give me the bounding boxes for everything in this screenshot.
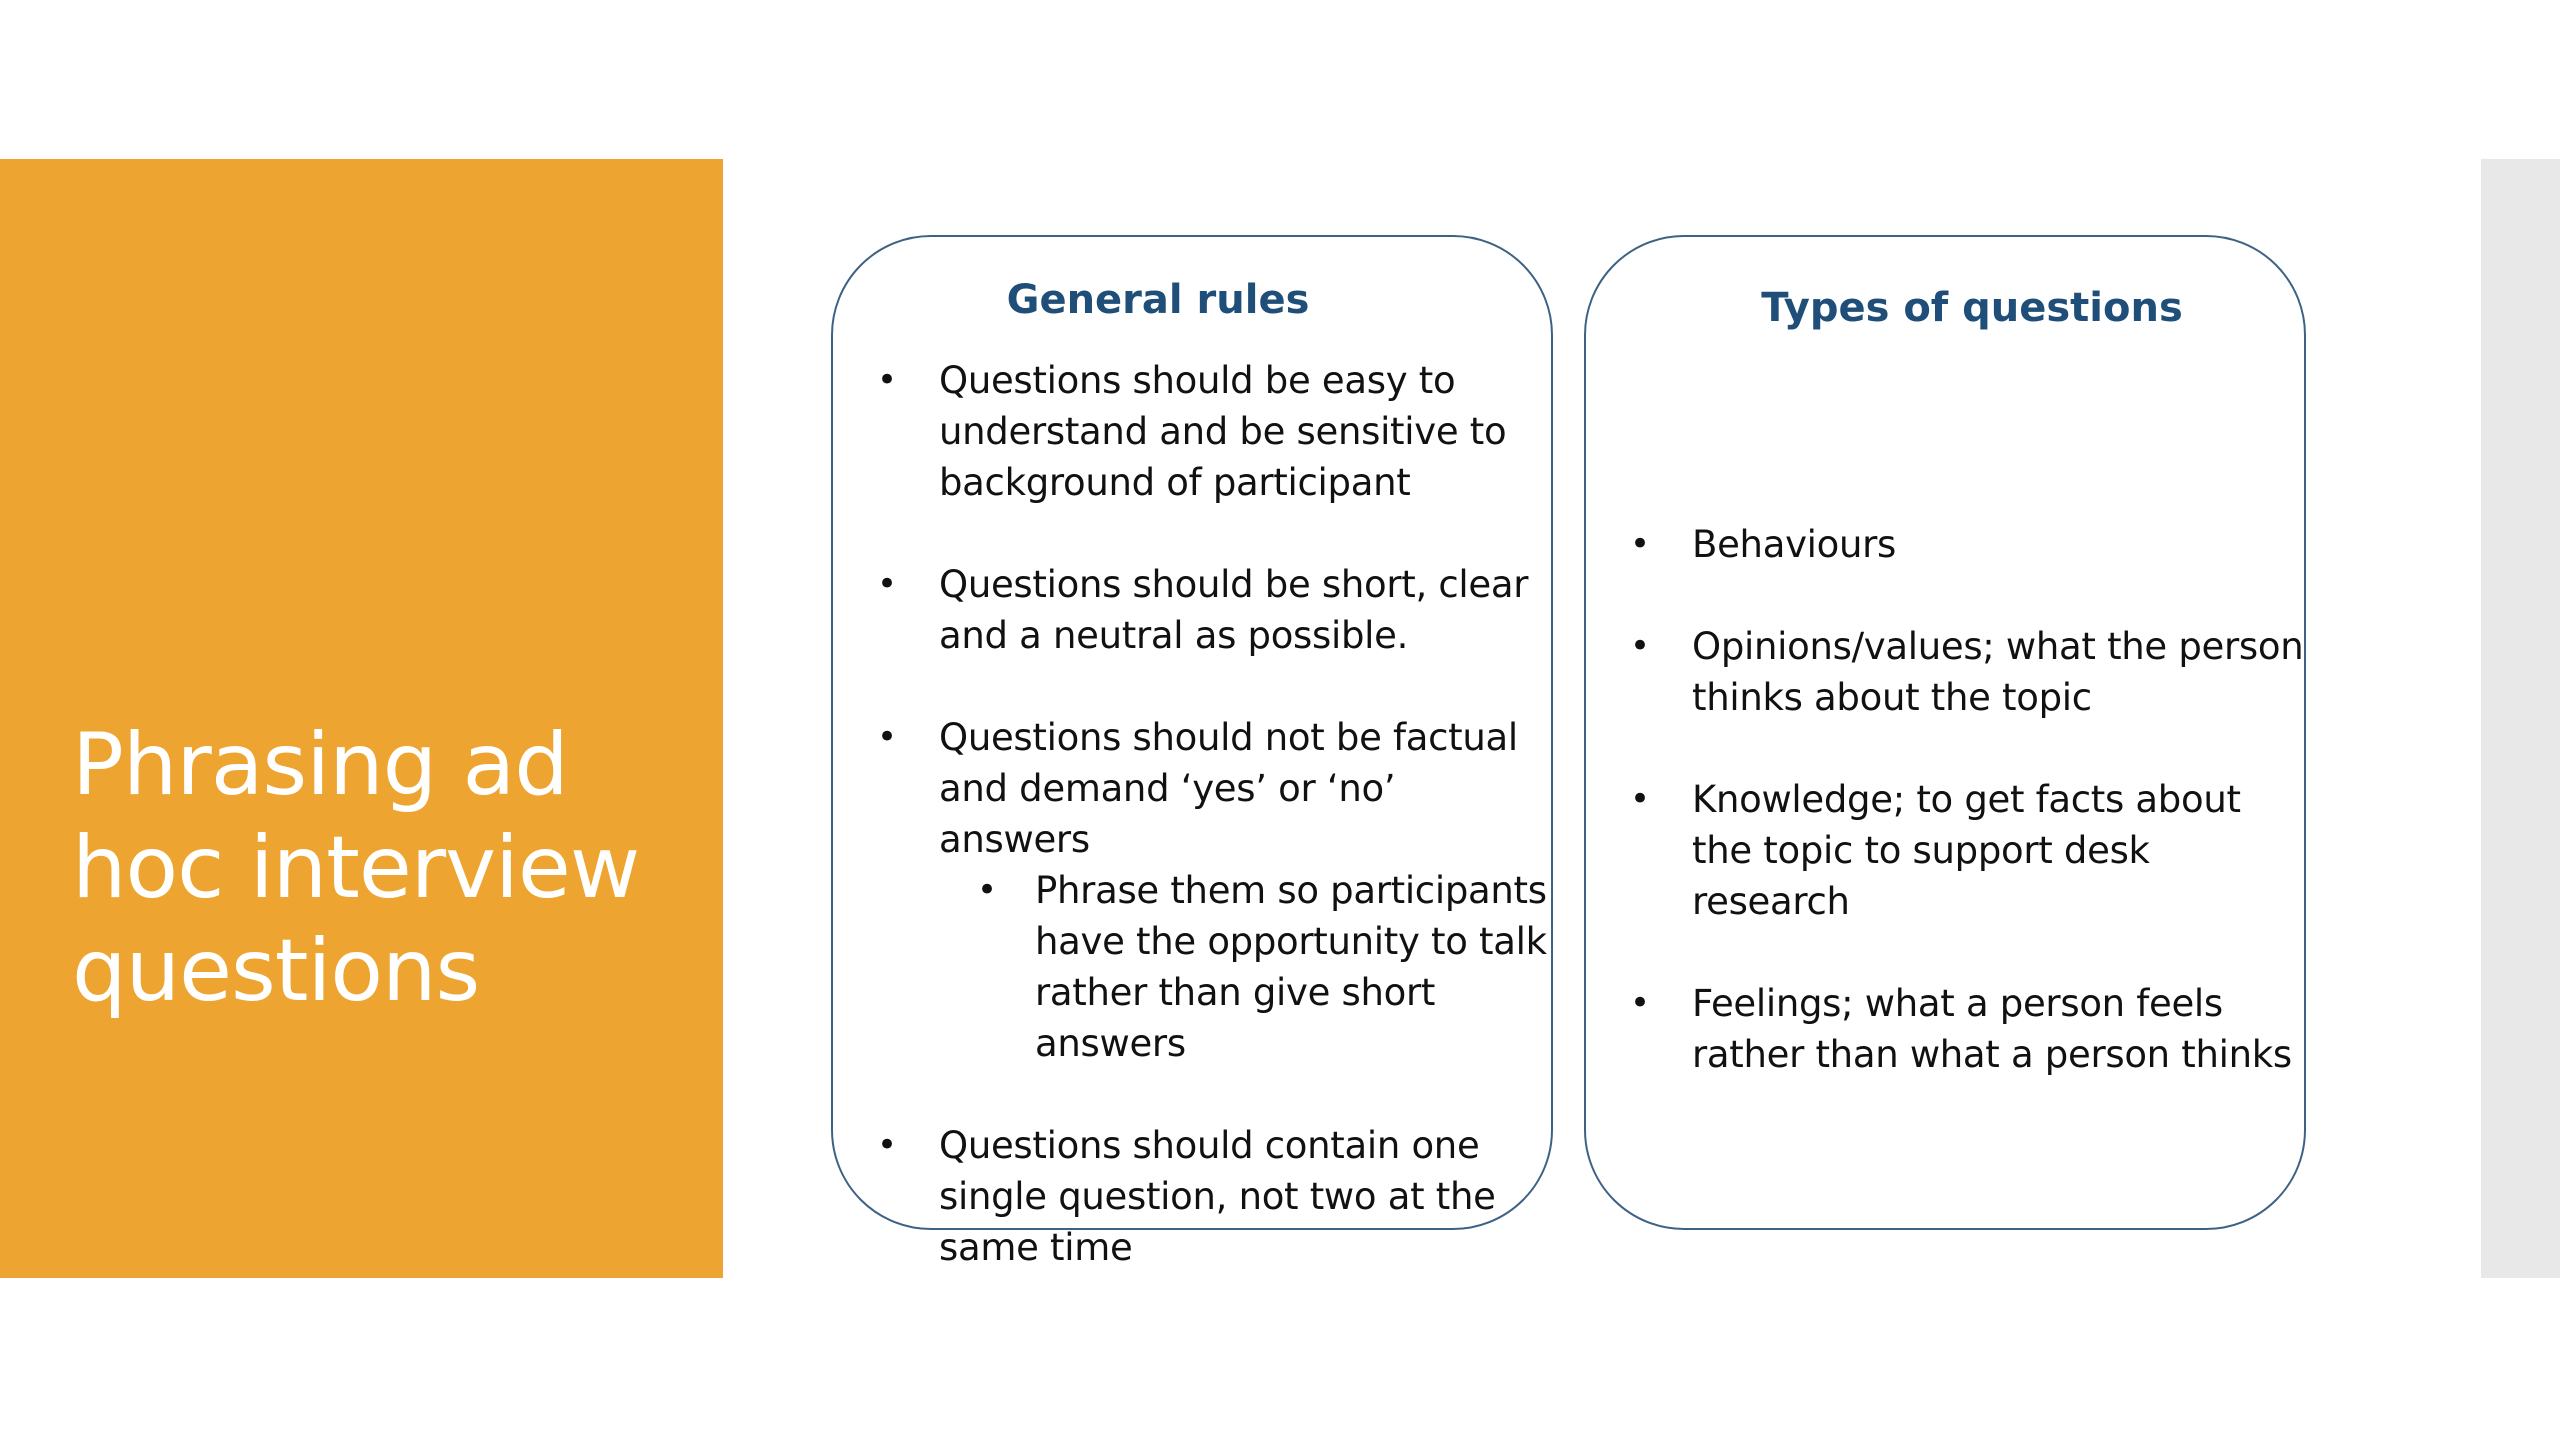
general-rules-panel xyxy=(831,235,1553,1269)
bullet-text: Knowledge; to get facts about the topic to support desk research xyxy=(1692,778,2241,923)
types-of-questions-heading: Types of questions xyxy=(1761,285,2183,331)
types-of-questions-list xyxy=(1586,519,2306,1131)
side-strip xyxy=(2481,159,2560,1278)
bullet-text: Questions should be short, clear and a neutral as possible. xyxy=(939,563,1529,657)
list-item xyxy=(1586,519,2306,570)
list-item xyxy=(1586,774,2306,927)
bullet-text: Questions should not be factual and demand ‘yes’ or ‘no’ answers xyxy=(939,716,1518,861)
slide-title: Phrasing ad hoc interview questions xyxy=(72,715,640,1021)
bullet-text: Questions should contain one single question, not two at the same time xyxy=(939,1124,1496,1269)
sub-bullet-list xyxy=(939,865,1553,1069)
sub-bullet-text: Phrase them so participants have the opportunity to talk rather than give short answers xyxy=(1035,869,1547,1065)
bullet-text: Questions should be easy to understand and be sensitive to background of participant xyxy=(939,359,1507,504)
list-item xyxy=(833,1120,1553,1273)
bullet-text: Behaviours xyxy=(1692,523,1897,566)
sub-list-item xyxy=(939,865,1553,1069)
general-rules-list xyxy=(833,355,1553,1324)
title-band xyxy=(0,159,723,1278)
list-item xyxy=(833,355,1553,508)
bullet-text: Feelings; what a person feels rather than what a person thinks xyxy=(1692,982,2292,1076)
list-item xyxy=(1586,978,2306,1080)
general-rules-heading: General rules xyxy=(1006,277,1310,323)
list-item xyxy=(833,712,1553,1069)
list-item xyxy=(833,559,1553,661)
types-of-questions-panel xyxy=(1584,235,2306,1230)
bullet-text: Opinions/values; what the person thinks about the topic xyxy=(1692,625,2304,719)
list-item xyxy=(1586,621,2306,723)
